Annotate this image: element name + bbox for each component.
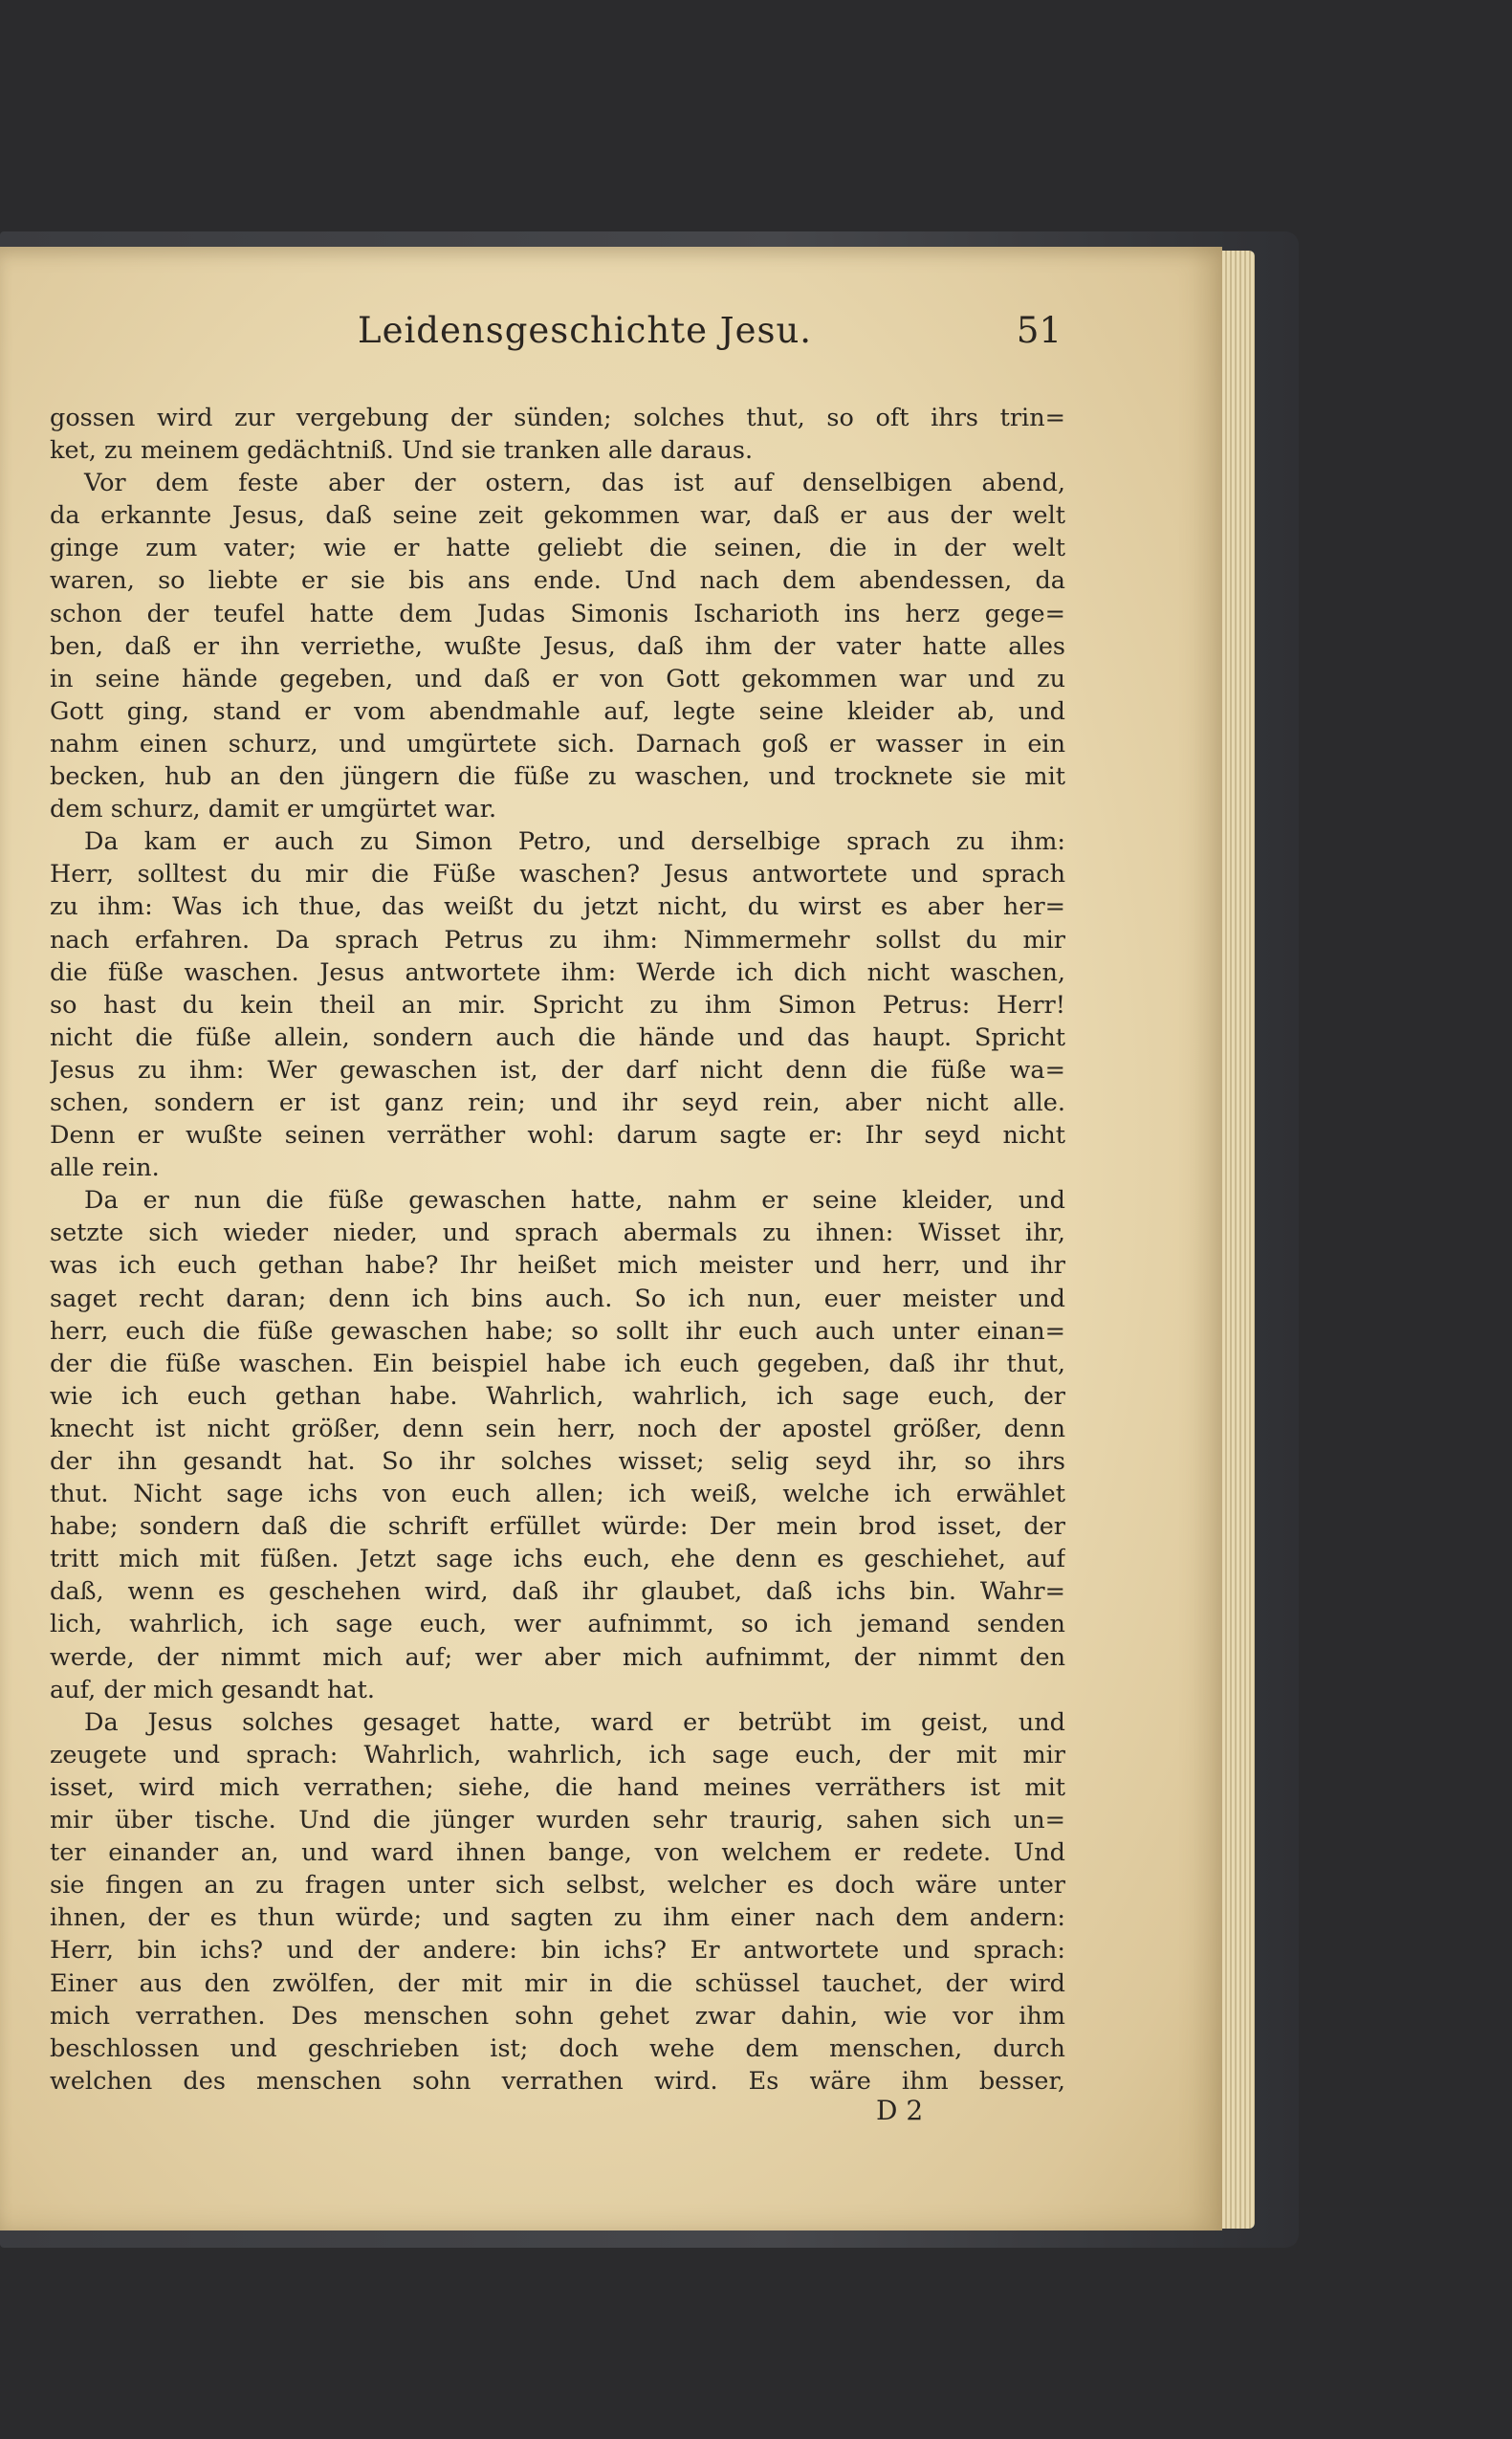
text-line: die füße waschen. Jesus antwortete ihm: Werde ich dich nicht waschen,	[50, 957, 1065, 987]
text-line: Herr, solltest du mir die Füße waschen? Jesus antwortete und sprach	[50, 860, 1065, 890]
text-line: wie ich euch gethan habe. Wahrlich, wahrlich, ich sage euch, der	[50, 1381, 1065, 1411]
text-line: becken, hub an den jüngern die füße zu waschen, und trocknete sie mit	[50, 762, 1065, 792]
page-number: 51	[1016, 310, 1062, 351]
text-line: alle rein.	[50, 1154, 160, 1183]
text-line: Da kam er auch zu Simon Petro, und derselbige sprach zu ihm:	[84, 827, 1065, 857]
text-line: ter einander an, und ward ihnen bange, von welchem er redete. Und	[50, 1838, 1065, 1868]
text-line: setzte sich wieder nieder, und sprach abermals zu ihnen: Wisset ihr,	[50, 1219, 1065, 1248]
text-line: zeugete und sprach: Wahrlich, wahrlich, ich sage euch, der mit mir	[50, 1740, 1065, 1769]
body-text	[50, 402, 1065, 2098]
text-line: Denn er wußte seinen verräther wohl: darum sagte er: Ihr seyd nicht	[50, 1121, 1065, 1151]
text-line: Herr, bin ichs? und der andere: bin ichs? Er antwortete und sprach:	[50, 1936, 1065, 1966]
text-line: werde, der nimmt mich auf; wer aber mich aufnimmt, der nimmt den	[50, 1642, 1065, 1672]
text-line: thut. Nicht sage ichs von euch allen; ich weiß, welche ich erwählet	[50, 1480, 1065, 1509]
text-line: ket, zu meinem gedächtniß. Und sie tranken alle daraus.	[50, 436, 754, 466]
text-line: Vor dem feste aber der ostern, das ist auf denselbigen abend,	[84, 469, 1065, 498]
text-line: nach erfahren. Da sprach Petrus zu ihm: Nimmermehr sollst du mir	[50, 925, 1065, 955]
text-line: zu ihm: Was ich thue, das weißt du jetzt nicht, du wirst es aber her=	[50, 892, 1065, 922]
text-line: knecht ist nicht größer, denn sein herr, noch der apostel größer, denn	[50, 1414, 1065, 1443]
text-line: waren, so liebte er sie bis ans ende. Und nach dem abendessen, da	[50, 566, 1065, 596]
text-line: Einer aus den zwölfen, der mit mir in die schüssel tauchet, der wird	[50, 1968, 1065, 1998]
text-line: mich verrathen. Des menschen sohn gehet zwar dahin, wie vor ihm	[50, 2001, 1065, 2031]
text-line: isset, wird mich verrathen; siehe, die hand meines verräthers ist mit	[50, 1772, 1065, 1802]
text-line: ginge zum vater; wie er hatte geliebt die seinen, die in der welt	[50, 534, 1065, 563]
text-line: dem schurz, damit er umgürtet war.	[50, 795, 497, 824]
text-line: herr, euch die füße gewaschen habe; so sollt ihr euch auch unter einan=	[50, 1316, 1065, 1346]
page-header	[358, 310, 1062, 363]
text-line: nahm einen schurz, und umgürtete sich. Darnach goß er wasser in ein	[50, 729, 1065, 758]
text-line: der ihn gesandt hat. So ihr solches wisset; selig seyd ihr, so ihrs	[50, 1447, 1065, 1476]
text-line: Da Jesus solches gesaget hatte, ward er betrübt im geist, und	[84, 1707, 1065, 1737]
text-line: mir über tische. Und die jünger wurden sehr traurig, sahen sich un=	[50, 1806, 1065, 1835]
text-line: so hast du kein theil an mir. Spricht zu ihm Simon Petrus: Herr!	[50, 990, 1065, 1020]
text-line: tritt mich mit füßen. Jetzt sage ichs euch, ehe denn es geschiehet, auf	[50, 1545, 1065, 1574]
signature-mark: D 2	[876, 2095, 924, 2126]
text-line: sie fingen an zu fragen unter sich selbst, welcher es doch wäre unter	[50, 1871, 1065, 1901]
text-line: schen, sondern er ist ganz rein; und ihr seyd rein, aber nicht alle.	[50, 1088, 1065, 1117]
text-line: ihnen, der es thun würde; und sagten zu ihm einer nach dem andern:	[50, 1903, 1065, 1933]
text-line: was ich euch gethan habe? Ihr heißet mich meister und herr, und ihr	[50, 1251, 1065, 1281]
text-line: der die füße waschen. Ein beispiel habe ich euch gegeben, daß ihr thut,	[50, 1349, 1065, 1378]
text-line: da erkannte Jesus, daß seine zeit gekommen war, daß er aus der welt	[50, 501, 1065, 531]
text-line: in seine hände gegeben, und daß er von Gott gekommen war und zu	[50, 664, 1065, 693]
text-line: ben, daß er ihn verriethe, wußte Jesus, daß ihm der vater hatte alles	[50, 631, 1065, 661]
text-line: nicht die füße allein, sondern auch die hände und das haupt. Spricht	[50, 1022, 1065, 1052]
running-title: Leidensgeschichte Jesu.	[358, 310, 813, 351]
text-line: welchen des menschen sohn verrathen wird. Es wäre ihm besser,	[50, 2066, 1065, 2096]
text-line: Jesus zu ihm: Wer gewaschen ist, der darf nicht denn die füße wa=	[50, 1055, 1065, 1085]
text-line: Da er nun die füße gewaschen hatte, nahm er seine kleider, und	[84, 1186, 1065, 1216]
text-line: lich, wahrlich, ich sage euch, wer aufnimmt, so ich jemand senden	[50, 1610, 1065, 1639]
text-line: beschlossen und geschrieben ist; doch wehe dem menschen, durch	[50, 2033, 1065, 2063]
text-line: daß, wenn es geschehen wird, daß ihr glaubet, daß ichs bin. Wahr=	[50, 1577, 1065, 1607]
text-line: Gott ging, stand er vom abendmahle auf, legte seine kleider ab, und	[50, 696, 1065, 726]
text-line: gossen wird zur vergebung der sünden; solches thut, so oft ihrs trin=	[50, 404, 1065, 432]
text-line: schon der teufel hatte dem Judas Simonis Ischarioth ins herz gege=	[50, 599, 1065, 628]
text-line: saget recht daran; denn ich bins auch. So ich nun, euer meister und	[50, 1284, 1065, 1313]
text-line: habe; sondern daß die schrift erfüllet würde: Der mein brod isset, der	[50, 1512, 1065, 1542]
text-line: auf, der mich gesandt hat.	[50, 1675, 376, 1704]
